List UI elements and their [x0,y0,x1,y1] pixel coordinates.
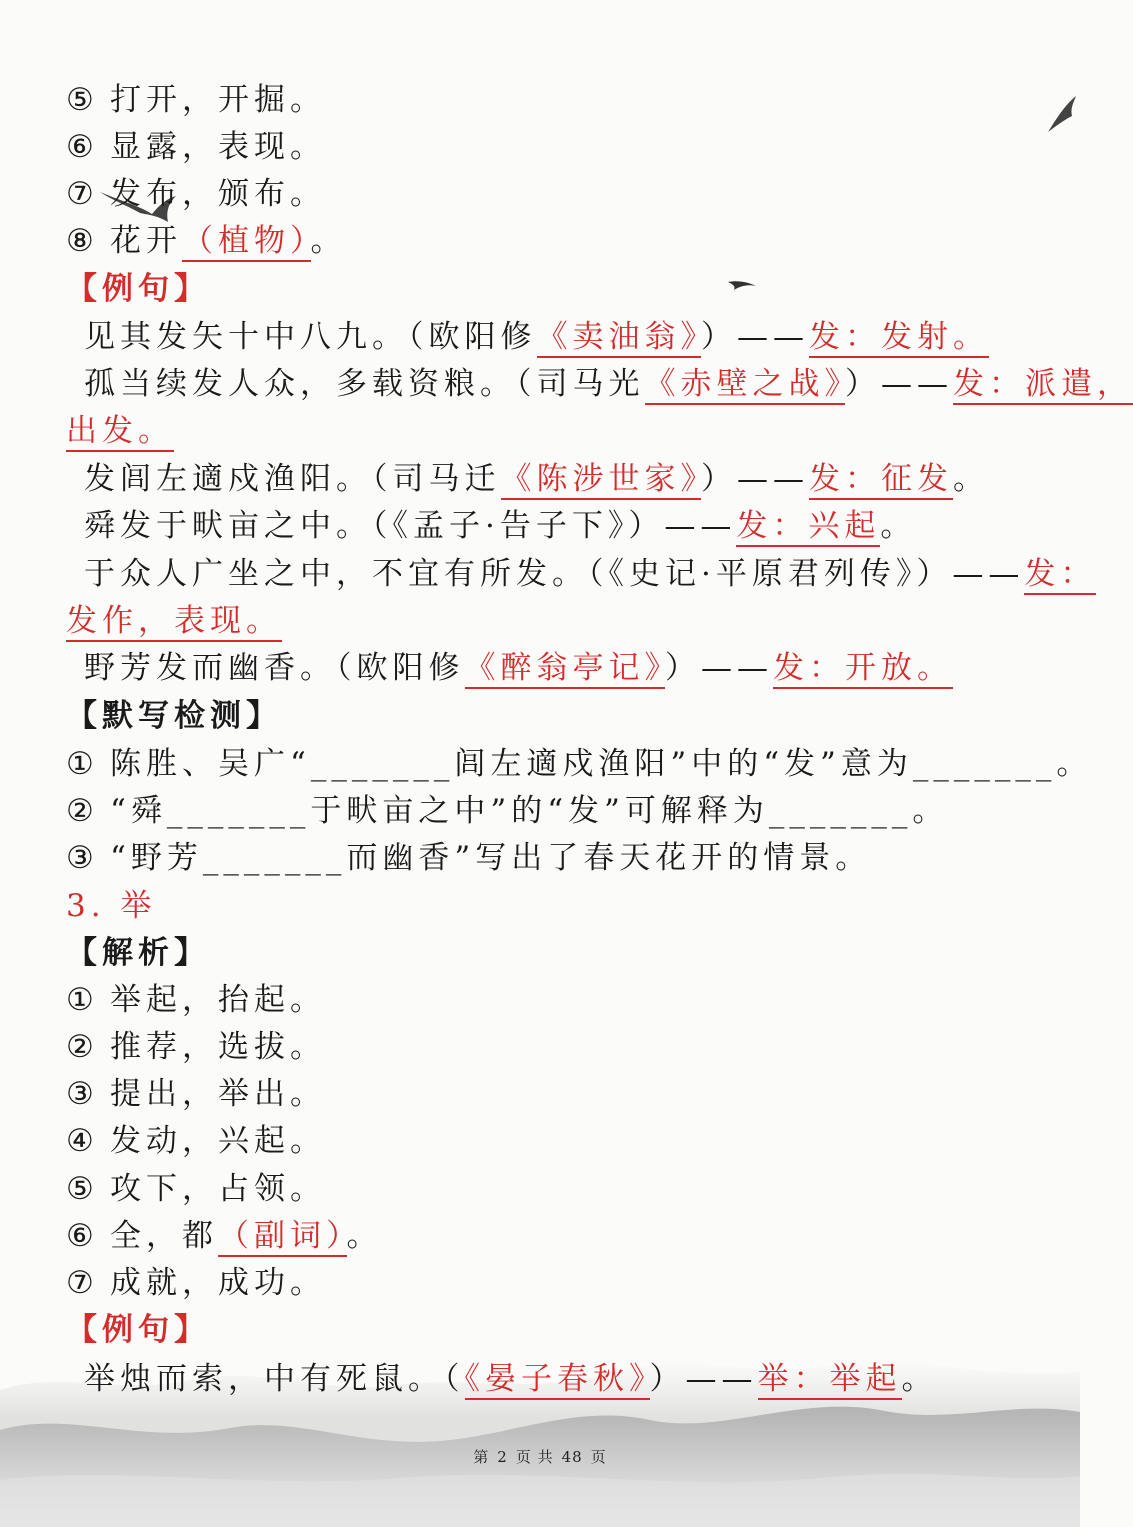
example-sentence: 发闾左適戍渔阳。（司马迁《陈涉世家》）——发：征发。 [84,456,1020,502]
meaning-7: ⑦ 发布，颁布。 [66,176,326,212]
source-title: 《卖油翁》 [537,319,702,358]
ju-meaning-6: ⑥ 全，都（副词）。 [66,1213,1020,1259]
answer: 发：开放。 [773,650,953,689]
ju-meaning-5: ⑤ 攻下，占领。 [66,1171,326,1207]
ju-meaning-2: ② 推荐，选拔。 [66,1029,326,1065]
example-heading: 【例句】 [66,271,210,307]
dictation-item-3: ③ “野芳_______而幽香”写出了春天花开的情景。 [66,840,872,876]
source-title: 《醉翁亭记》 [465,650,666,689]
ju-meaning-3: ③ 提出，举出。 [66,1076,326,1112]
answer: 发：派遣， [953,366,1133,405]
source-title: 《陈涉世家》 [501,461,702,500]
dictation-item-2: ② “舜_______于畎亩之中”的“发”可解释为_______。 [66,793,949,829]
answer-continued: 发作，表现。 [66,603,282,642]
source-title: 《晏子春秋》 [465,1361,650,1400]
total-pages: 48 [561,1448,583,1466]
ju-meaning-1: ① 举起，抬起。 [66,982,326,1018]
mountain-base [0,1474,1080,1527]
source-title: 《赤壁之战》 [645,366,846,405]
example-sentence: 于众人广坐之中，不宜有所发。（《史记·平原君列传》）——发： [84,551,1020,597]
page-footer: 第 2 页 共 48 页 [473,1448,607,1466]
ju-meaning-4: ④ 发动，兴起。 [66,1123,326,1159]
answer: 发： [1024,556,1096,595]
example-sentence: 孤当续发人众，多载资粮。（司马光《赤壁之战》）——发：派遣， [84,361,1020,407]
example-sentence: 舜发于畎亩之中。（《孟子·告子下》）——发：兴起。 [84,503,1020,549]
example-continuation [66,598,1020,644]
example-sentence: 野芳发而幽香。（欧阳修《醉翁亭记》）——发：开放。 [84,645,1020,691]
meaning-6: ⑥ 显露，表现。 [66,129,326,165]
answer: 发：征发 [809,461,953,500]
example-sentence: 举烛而索，中有死鼠。（《晏子春秋》）——举：举起。 [84,1356,1020,1402]
answer: 发：兴起 [736,508,880,547]
meaning-8: ⑧ 花开（植物）。 [66,218,1020,264]
ju-meaning-7: ⑦ 成就，成功。 [66,1265,326,1301]
answer: 举：举起 [758,1361,902,1400]
meaning-5: ⑤ 打开，开掘。 [66,82,326,118]
section-title: 3. 举 [66,888,157,924]
ju-example-heading: 【例句】 [66,1312,210,1348]
answer-continued: 出发。 [66,413,174,452]
bird-icon-right [1048,96,1076,132]
part-of-speech-note: （副词） [218,1218,347,1257]
dictation-heading: 【默写检测】 [66,698,282,734]
example-continuation [66,408,1020,454]
analysis-heading: 【解析】 [66,935,210,971]
answer: 发：发射。 [809,319,989,358]
dictation-item-1: ① 陈胜、吴广“_______闾左適戍渔阳”中的“发”意为_______。 [66,746,1093,782]
example-sentence: 见其发矢十中八九。（欧阳修《卖油翁》）——发：发射。 [84,314,1020,360]
part-of-speech-note: （植物） [182,223,311,262]
page-number: 2 [497,1448,508,1466]
